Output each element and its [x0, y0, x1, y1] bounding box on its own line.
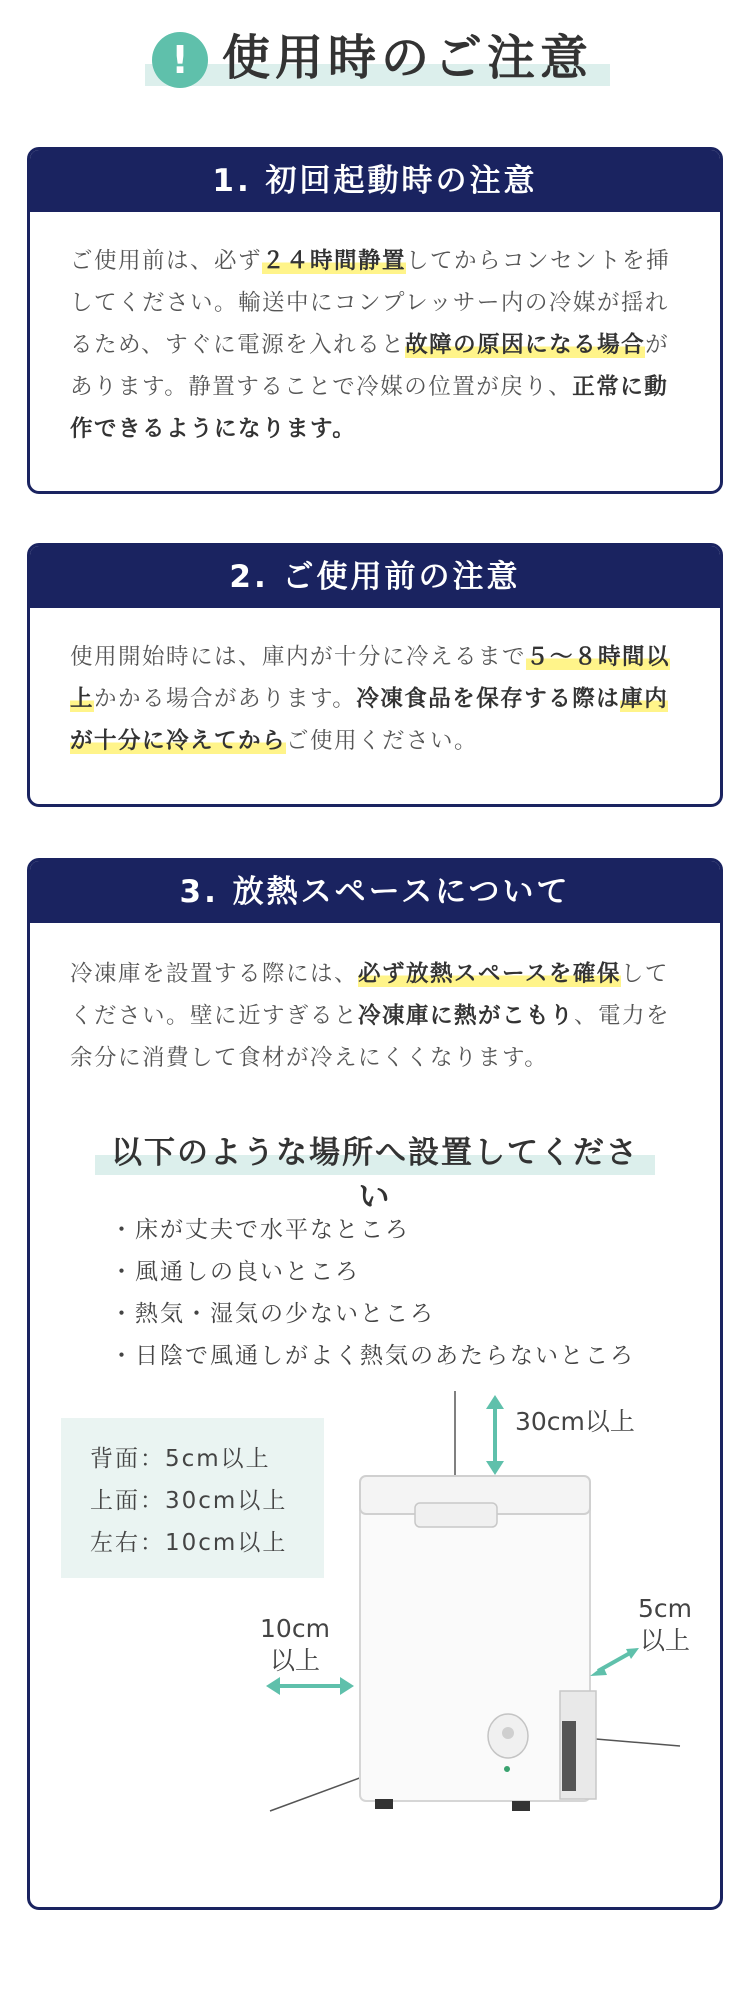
list-item: ・床が丈夫で水平なところ	[110, 1217, 410, 1243]
clearance-spec-box	[61, 1418, 324, 1578]
section-before-use	[27, 543, 723, 807]
highlight-text: 庫内が十分に冷えてから	[70, 686, 669, 754]
freezer-icon	[360, 1476, 596, 1811]
highlight-text: ５〜８時間以上	[70, 644, 671, 712]
label-back-clearance: 5cm 以上	[637, 1594, 692, 1655]
spec-top: 上面：30cm以上	[90, 1488, 288, 1514]
highlight-text: 必ず放熱スペースを確保	[358, 961, 621, 987]
section-title: 2. ご使用前の注意	[30, 546, 720, 608]
label-top-clearance: 30cm以上	[515, 1407, 635, 1436]
page-header	[0, 24, 750, 94]
left-clearance-arrow	[266, 1677, 354, 1695]
label-side-clearance: 10cm 以上	[260, 1614, 330, 1675]
highlight-text: 故障の原因になる場合	[405, 332, 646, 358]
bold-text: 正常に動作できるようになります。	[70, 374, 669, 442]
section-heat-space	[27, 858, 723, 1910]
list-item: ・風通しの良いところ	[110, 1259, 360, 1285]
section-title: 3. 放熱スペースについて	[30, 861, 720, 923]
top-clearance-arrow	[486, 1395, 504, 1475]
section-initial-startup	[27, 147, 723, 494]
section-body: ご使用前は、必ず２４時間静置してからコンセントを挿してください。輸送中にコンプレッサー内の冷媒が揺れるため、すぐに電源を入れると故障の原因になる場合があります。静置することで冷媒の位置が戻り、正常に動作できるようになります。	[70, 248, 671, 442]
list-item: ・熱気・湿気の少ないところ	[110, 1301, 435, 1327]
section-body: 使用開始時には、庫内が十分に冷えるまで５〜８時間以上かかる場合があります。冷凍食品を保存する際は庫内が十分に冷えてからご使用ください。	[70, 644, 671, 754]
section-title: 1. 初回起動時の注意	[30, 150, 720, 212]
list-item: ・日陰で風通しがよく熱気のあたらないところ	[110, 1343, 635, 1369]
floor-line-left	[270, 1776, 365, 1811]
page-title: 使用時のご注意	[222, 30, 594, 86]
section-body: 冷凍庫を設置する際には、必ず放熱スペースを確保してください。壁に近すぎると冷凍庫に熱がこもり、電力を余分に消費して食材が冷えにくくなります。	[70, 961, 671, 1071]
spec-sides: 左右：10cm以上	[90, 1530, 288, 1556]
highlight-text: ２４時間静置	[262, 248, 407, 274]
subheading-text: 以下のような場所へ設置してください	[111, 1135, 639, 1215]
spec-back: 背面：5cm以上	[90, 1446, 271, 1472]
exclamation-icon: !	[152, 32, 208, 88]
placement-subheading	[95, 1131, 655, 1215]
bold-text: 冷凍庫に熱がこもり	[358, 1003, 575, 1029]
bold-text: 冷凍食品を保存する際は	[356, 686, 621, 712]
placement-list	[110, 1209, 635, 1377]
